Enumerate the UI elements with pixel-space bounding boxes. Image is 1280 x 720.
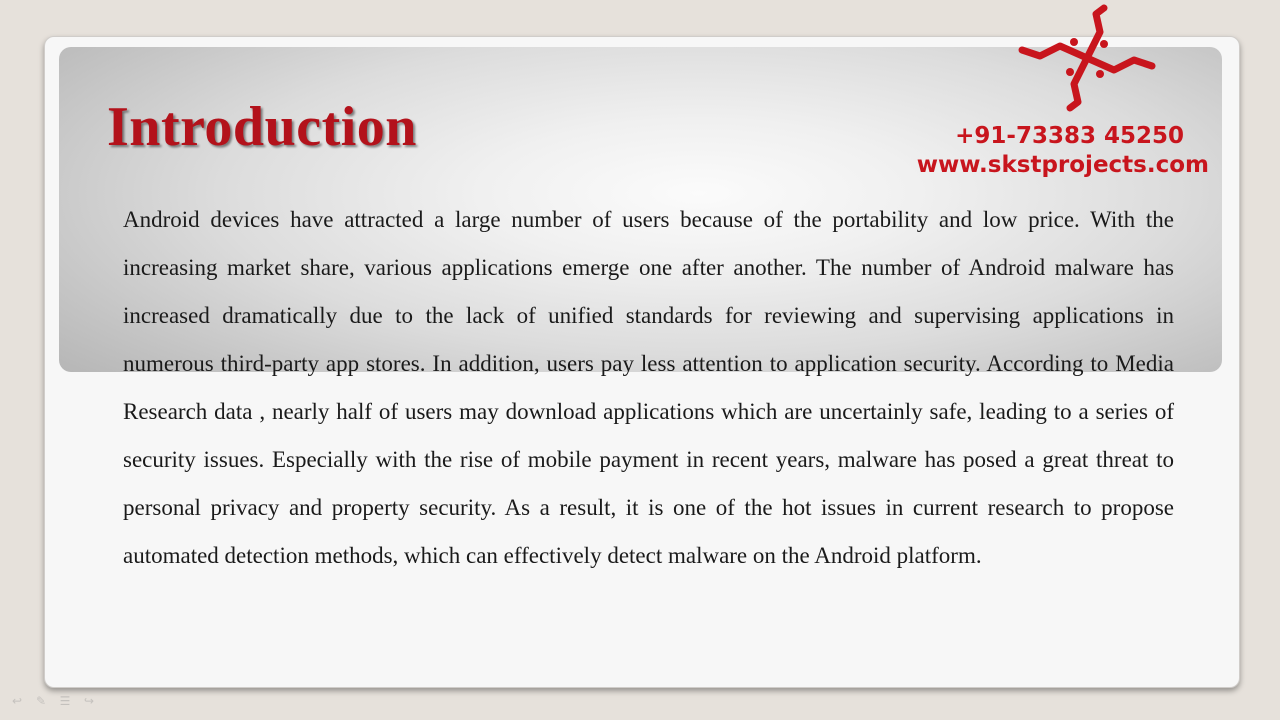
pen-icon[interactable]: ✎ bbox=[35, 694, 47, 708]
contact-phone: +91-73383 45250 bbox=[955, 123, 1184, 149]
menu-icon[interactable]: ☰ bbox=[59, 694, 71, 708]
contact-website[interactable]: www.skstprojects.com bbox=[916, 152, 1209, 178]
slide-title: Introduction bbox=[107, 96, 417, 158]
body-paragraph: Android devices have attracted a large number of users because of the portability and low price. With the increasing market share, various applications emerge one after another. The number of Android malware has increased dramatically due to the lack of unified standards for reviewing and supervising applications in numerous third-party app stores. In addition, users pay less attention to application security. According to Media Research data , nearly half of users may download applications which are uncertainly safe, leading to a series of security issues. Especially with the rise of mobile payment in recent years, malware has posed a great threat to personal privacy and property security. As a result, it is one of the hot issues in current research to propose automated detection methods, which can effectively detect malware on the Android platform. bbox=[123, 207, 1174, 568]
slideshow-nav-controls bbox=[8, 694, 98, 708]
previous-icon[interactable]: ↩ bbox=[11, 694, 23, 708]
next-icon[interactable]: ↪ bbox=[83, 694, 95, 708]
swastik-logo-icon bbox=[1012, 4, 1162, 112]
